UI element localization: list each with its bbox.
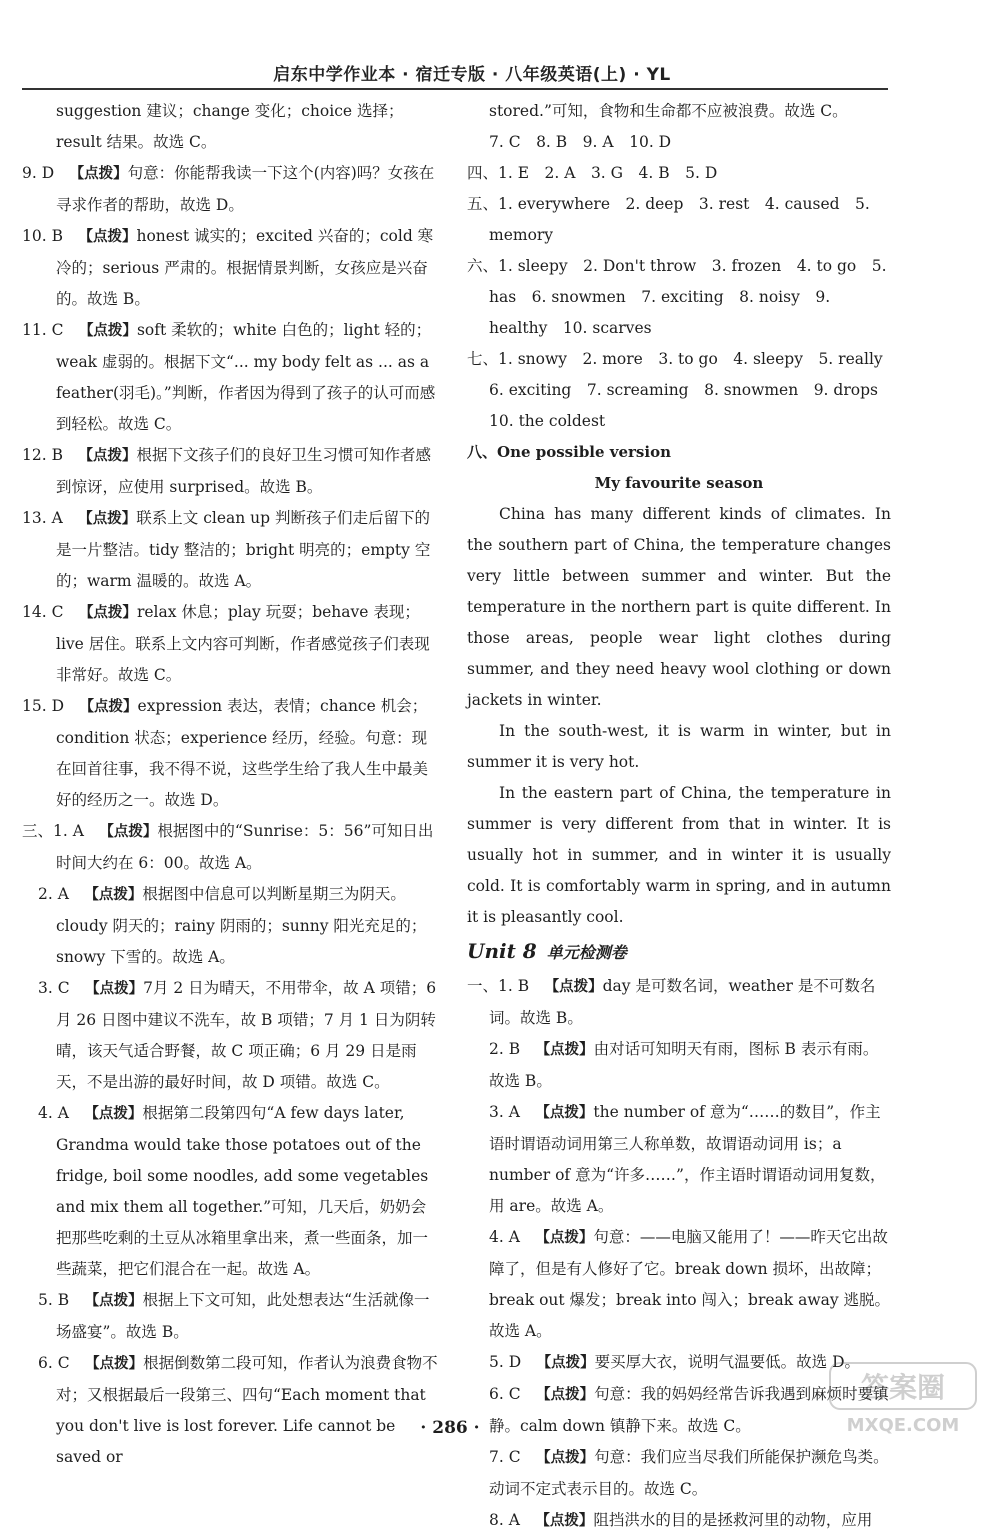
answer-item <box>467 1222 891 1347</box>
answer-item <box>22 816 440 879</box>
item-text: 五、1. everywhere 2. deep 3. rest 4. caused 5. memory <box>467 195 870 244</box>
unit-subtitle: 单元检测卷 <box>546 943 627 962</box>
item-text: 七、1. snowy 2. more 3. to go 4. sleepy 5. really 6. exciting 7. screaming 8. snowmen 9. drops 10. the coldest <box>467 350 899 430</box>
essay-heading: 八、One possible version <box>467 443 671 461</box>
tip-label: 【点拨】 <box>79 699 138 715</box>
tip-label: 【点拨】 <box>85 1356 144 1372</box>
item-text: day 是可数名词，weather 是不可数名词。故选 B。 <box>489 977 876 1027</box>
item-text: 句意：你能帮我读一下这个(内容)吗？女孩在寻求作者的帮助，故选 D。 <box>56 164 435 214</box>
answer-item <box>22 597 440 691</box>
item-number: 4. A <box>489 1228 520 1246</box>
item-number: 14. C <box>22 603 64 621</box>
answer-item <box>22 221 440 315</box>
answer-item <box>22 158 440 221</box>
answer-item <box>467 1034 891 1097</box>
item-number: 13. A <box>22 509 63 527</box>
answer-item <box>22 1098 440 1285</box>
item-text: 根据图中的“Sunrise：5：56”可知日出时间大约在 6：00。故选 A。 <box>56 822 434 872</box>
tip-label: 【点拨】 <box>78 323 137 339</box>
essay-paragraph: In the south-west, it is warm in winter, but in summer it is very hot. <box>467 722 891 771</box>
essay-paragraph: China has many different kinds of climates. In the southern part of China, the temperature changes very little between summer and winter. But the temperature in the northern part is quite different. In those areas, people wear light clothes during summer, and they need heavy wool clothing or down jackets in winter. <box>467 505 891 709</box>
item-number: 3. A <box>489 1103 520 1121</box>
item-text: the number of 意为“……的数目”，作主语时谓语动词用第三人称单数，故谓语动词用 is；a number of 意为“许多……”，作主语时谓语动词用复数，用 are。故选 A。 <box>489 1103 886 1215</box>
answer-item <box>467 158 891 189</box>
item-text: 7月 2 日为晴天，不用带伞，故 A 项错；6 月 26 日图中建议不洗车，故 B 项错；7 月 1 日为阴转晴，该天气适合野餐，故 C 项正确；6 月 29 日是雨天，不是出游的最好时间，故 D 项错。故选 C。 <box>56 979 437 1091</box>
item-text: soft 柔软的；white 白色的；light 轻的；weak 虚弱的。根据下文“... my body felt as ... as a feather(羽毛)。”判断，作者因为得到了孩子的认可而感到轻松。故选 C。 <box>56 321 436 433</box>
svg-text:MXQE.COM: MXQE.COM <box>846 1415 960 1436</box>
answer-item <box>22 315 440 440</box>
item-number: 一、1. B <box>467 977 530 995</box>
item-number: 三、1. A <box>22 822 84 840</box>
item-text: 根据上下文可知，此处想表达“生活就像一场盛宴”。故选 B。 <box>56 1291 430 1341</box>
item-number: 5. D <box>489 1353 522 1371</box>
tip-label: 【点拨】 <box>535 1105 594 1121</box>
item-text: 根据第二段第四句“A few days later, Grandma would take those potatoes out of the fridge, boil some noodles, add some vegetables and mix them all together.”可知，几天后，奶奶会把那些吃剩的土豆从冰箱里拿出来，煮一些面条，加一些蔬菜，把它们混合在一起。故选 A。 <box>56 1104 429 1278</box>
item-number: 10. B <box>22 227 63 245</box>
answer-item <box>22 1348 440 1473</box>
item-text: 7. C 8. B 9. A 10. D <box>489 133 672 151</box>
item-text: 句意：我们应当尽我们所能保护濒危鸟类。动词不定式表示目的。故选 C。 <box>489 1448 889 1498</box>
item-text: 要买厚大衣，说明气温要低。故选 D。 <box>594 1353 861 1371</box>
item-number: 9. D <box>22 164 55 182</box>
answer-item <box>22 691 440 816</box>
item-number: 4. A <box>38 1104 69 1122</box>
item-number: 3. C <box>38 979 70 997</box>
essay-title: My favourite season <box>594 474 764 492</box>
answer-item <box>467 189 891 251</box>
item-text: 阻挡洪水的目的是拯救河里的动物，应用 <box>593 1511 873 1529</box>
item-number: 2. A <box>38 885 69 903</box>
unit-heading <box>467 933 891 971</box>
item-text: 由对话可知明天有雨，图标 B 表示有雨。故选 B。 <box>489 1040 879 1090</box>
tip-label: 【点拨】 <box>536 1450 595 1466</box>
answer-item <box>22 503 440 597</box>
item-text: suggestion 建议；change 变化；choice 选择；result 结果。故选 C。 <box>56 102 404 151</box>
tip-label: 【点拨】 <box>69 166 128 182</box>
item-number: 11. C <box>22 321 64 339</box>
tip-label: 【点拨】 <box>535 1230 594 1246</box>
tip-label: 【点拨】 <box>536 1387 595 1403</box>
tip-label: 【点拨】 <box>536 1355 595 1371</box>
item-text: 根据下文孩子们的良好卫生习惯可知作者感到惊讶，应使用 surprised。故选 B。 <box>56 446 431 496</box>
answer-item <box>22 96 440 158</box>
header-rule <box>22 88 888 90</box>
answer-item <box>22 440 440 503</box>
tip-label: 【点拨】 <box>78 448 137 464</box>
tip-label: 【点拨】 <box>78 605 137 621</box>
item-number: 7. C <box>489 1448 521 1466</box>
answer-item <box>22 973 440 1098</box>
tip-label: 【点拨】 <box>84 887 143 903</box>
unit-title: Unit 8 <box>467 939 537 963</box>
running-header: 启东中学作业本 · 宿迁专版 · 八年级英语(上) · YL <box>273 65 671 85</box>
answer-item <box>467 971 891 1034</box>
tip-label: 【点拨】 <box>78 229 137 245</box>
item-number: 15. D <box>22 697 65 715</box>
answer-item <box>467 127 891 158</box>
item-text: stored.”可知，食物和生命都不应被浪费。故选 C。 <box>489 102 848 120</box>
item-number: 5. B <box>38 1291 70 1309</box>
item-text: 根据倒数第二段可知，作者认为浪费食物不对；又根据最后一段第三、四句“Each moment that you don't live is lost forever. Life cannot be saved or <box>56 1354 438 1466</box>
answer-item <box>467 1097 891 1222</box>
answer-item <box>467 344 899 437</box>
right-answer-list <box>467 96 899 437</box>
item-number: 2. B <box>489 1040 521 1058</box>
tip-label: 【点拨】 <box>84 1293 143 1309</box>
item-text: 四、1. E 2. A 3. G 4. B 5. D <box>467 164 718 182</box>
answer-item <box>467 251 891 344</box>
item-text: relax 休息；play 玩耍；behave 表现；live 居住。联系上文内容可判断，作者感觉孩子们表现非常好。故选 C。 <box>56 603 430 684</box>
answer-item <box>467 1442 891 1505</box>
answer-item <box>467 96 891 127</box>
item-text: 六、1. sleepy 2. Don't throw 3. frozen 4. to go 5. has 6. snowmen 7. exciting 8. noisy 9. healthy 10. scarves <box>467 257 887 337</box>
item-number: 8. A <box>489 1511 520 1529</box>
tip-label: 【点拨】 <box>535 1513 594 1529</box>
tip-label: 【点拨】 <box>78 511 137 527</box>
page-number: · 286 · <box>420 1418 480 1438</box>
item-text: 根据图中信息可以判断星期三为阴天。cloudy 阴天的；rainy 阴雨的；sunny 阳光充足的；snowy 下雪的。故选 A。 <box>56 885 427 966</box>
tip-label: 【点拨】 <box>85 981 144 997</box>
item-text: 句意：——电脑又能用了！——昨天它出故障了，但是有人修好了它。break down 损坏，出故障；break out 爆发；break into 闯入；break away 逃脱。故选 A。 <box>489 1228 891 1340</box>
item-number: 6. C <box>489 1385 521 1403</box>
tip-label: 【点拨】 <box>84 1106 143 1122</box>
item-number: 12. B <box>22 446 63 464</box>
left-column <box>22 96 440 1473</box>
item-text: expression 表达，表情；chance 机会；condition 状态；experience 经历，经验。句意：现在回首往事，我不得不说，这些学生给了我人生中最美好的经历之一。故选 D。 <box>56 697 429 809</box>
tip-label: 【点拨】 <box>535 1042 594 1058</box>
tip-label: 【点拨】 <box>544 979 603 995</box>
answer-item <box>22 879 440 973</box>
tip-label: 【点拨】 <box>99 824 158 840</box>
svg-text:答案圈: 答案圈 <box>860 1371 946 1404</box>
item-text: 句意：我的妈妈经常告诉我遇到麻烦时要镇静。calm down 镇静下来。故选 C。 <box>489 1385 889 1435</box>
watermark-logo <box>828 1359 978 1439</box>
essay-paragraph: In the eastern part of China, the temperature in summer is very different from that in winter. It is usually hot in summer, and in winter it is usually cold. It is comfortably warm in spring, and in autumn it is pleasantly cool. <box>467 784 891 926</box>
unit-answer-list <box>467 971 891 1537</box>
item-text: honest 诚实的；excited 兴奋的；cold 寒冷的；serious 严肃的。根据情景判断，女孩应是兴奋的。故选 B。 <box>56 227 434 308</box>
item-number: 6. C <box>38 1354 70 1372</box>
answer-item <box>467 1505 891 1537</box>
item-text: 联系上文 clean up 判断孩子们走后留下的是一片整洁。tidy 整洁的；bright 明亮的；empty 空的；warm 温暖的。故选 A。 <box>56 509 431 590</box>
answer-item <box>22 1285 440 1348</box>
right-column <box>467 96 899 1537</box>
